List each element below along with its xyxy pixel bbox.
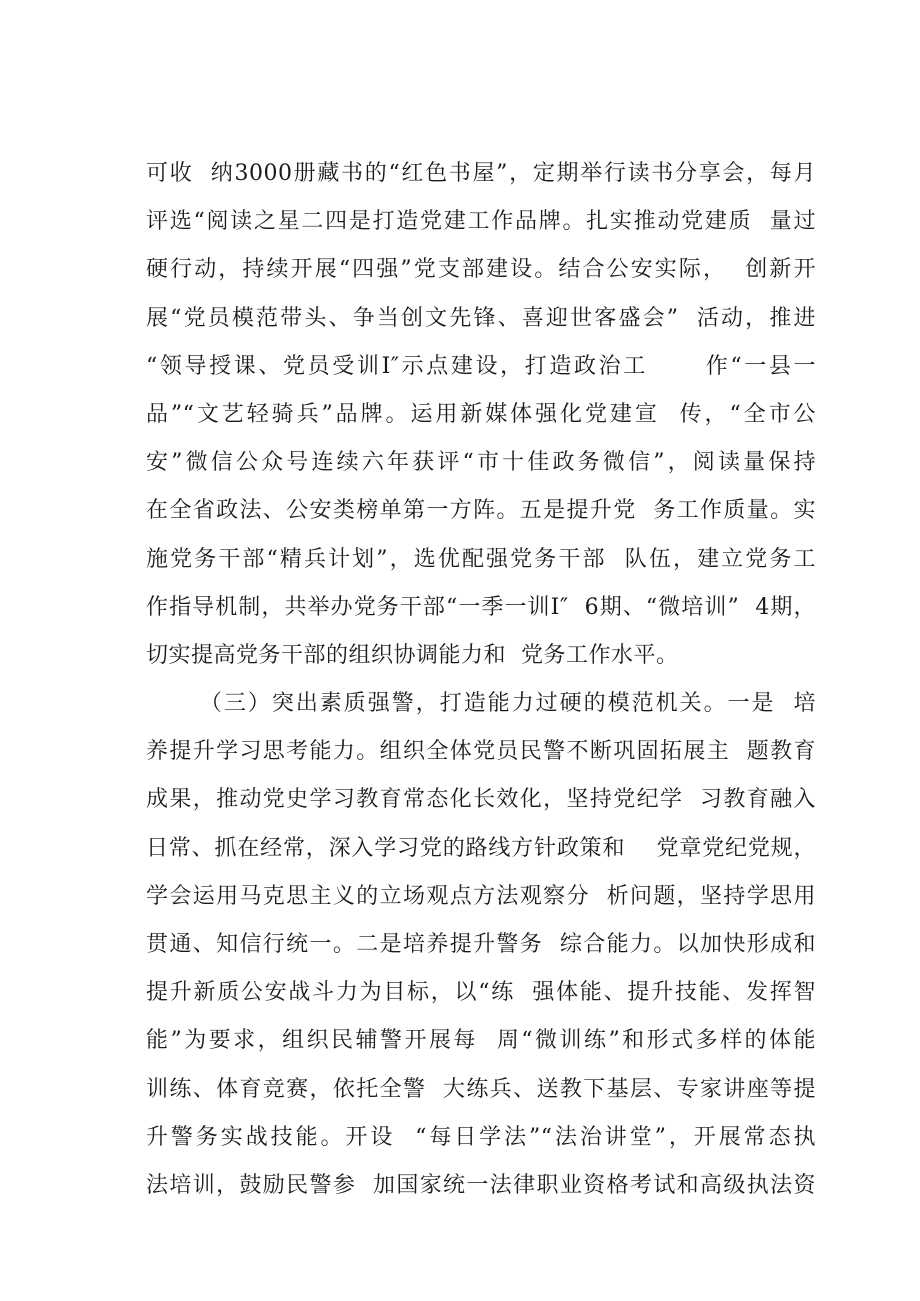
document-body — [146, 150, 816, 1210]
text-line: 评选“阅读之星二四是打造党建工作品牌。扎实推动党建质 量过 — [146, 209, 816, 235]
text-line: 可收 纳3000册藏书的“红色书屋”，定期举行读书分享会，每月 — [146, 161, 816, 186]
text-line: 施党务干部“精兵计划”，选优配强党务干部 队伍，建立党务工 — [146, 546, 816, 572]
text-line: 升警务实战技能。开设 “每日学法”“法治讲堂”，开展常态执 — [146, 1124, 816, 1150]
text-line: 成果，推动党史学习教育常态化长效化，坚持党纪学 习教育融入 — [146, 787, 816, 813]
text-line: 能”为要求，组织民辅警开展每 周“微训练”和形式多样的体能 — [146, 1028, 816, 1054]
text-line: 提升新质公安战斗力为目标，以“练 强体能、提升技能、发挥智 — [146, 980, 816, 1006]
text-line: 硬行动，持续开展“四强”党支部建设。结合公安实际， 创新开 — [146, 257, 816, 283]
text-line: 展“党员模范带头、争当创文先锋、喜迎世客盛会” 活动，推进 — [146, 305, 816, 331]
paragraph-end-line: 切实提高党务干部的组织协调能力和 党务工作水平。 — [146, 642, 679, 668]
text-line: 日常、抓在经常，深入学习党的路线方针政策和 党章党纪党规， — [146, 835, 816, 861]
text-line: “领导授课、党员受训I″示点建设，打造政治工 作“一县一 — [146, 353, 816, 379]
text-line: 作指导机制，共举办党务干部“一季一训I″ 6期、“微培训” 4期， — [146, 594, 816, 620]
text-line: 法培训，鼓励民警参 加国家统一法律职业资格考试和高级执法资 — [146, 1172, 816, 1198]
text-line: 在全省政法、公安类榜单第一方阵。五是提升党 务工作质量。实 — [146, 498, 816, 524]
section-heading-line: （三）突出素质强警，打造能力过硬的模范机关。一是 培 — [146, 691, 816, 717]
text-line: 学会运用马克思主义的立场观点方法观察分 析问题，坚持学思用 — [146, 883, 816, 909]
text-line: 贯通、知信行统一。二是培养提升警务 综合能力。以加快形成和 — [146, 932, 816, 957]
text-line: 训练、体育竞赛，依托全警 大练兵、送教下基层、专家讲座等提 — [146, 1076, 816, 1102]
text-line: 养提升学习思考能力。组织全体党员民警不断巩固拓展主 题教育 — [146, 739, 816, 765]
text-line: 安”微信公众号连续六年获评“市十佳政务微信”，阅读量保持 — [146, 450, 816, 476]
text-line: 品”“文艺轻骑兵”品牌。运用新媒体强化党建宣 传，“全市公 — [146, 401, 816, 427]
